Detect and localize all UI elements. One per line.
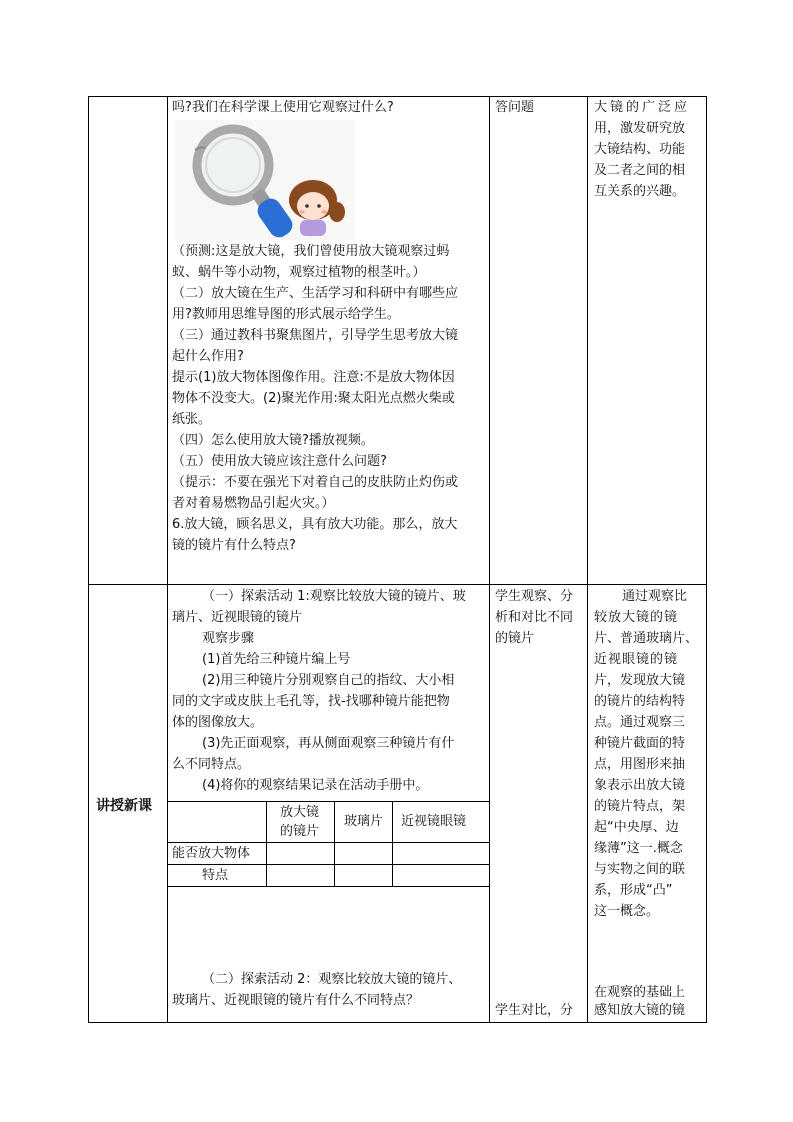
inner-col-header-3: 近视镜眼镜	[401, 814, 467, 829]
table-border-bottom	[88, 1022, 707, 1023]
row1-line-6: （三）通过教科书聚焦图片，引导学生思考放大镜	[172, 328, 459, 343]
row1-line-1: 吗?我们在科学课上使用它观察过什么?	[172, 100, 394, 115]
inner-table-v1	[266, 801, 267, 887]
table-border-left	[88, 96, 89, 1023]
row2-line-7: 体的图像放大。	[172, 715, 264, 730]
table-row-divider	[88, 584, 707, 585]
row2-intent-13: 缘薄”这一.概念	[594, 841, 683, 856]
row1-line-11: （四）怎么使用放大镜?播放视频。	[172, 433, 374, 448]
row1-line-8: 提示(1)放大物体图像作用。注意:不是放大物体因	[172, 370, 455, 385]
row1-intent-2: 用，激发研究放	[594, 121, 686, 136]
row2-line-2: 璃片、近视眼镜的镜片	[172, 610, 303, 625]
row1-line-9: 物体不没变大。(2)聚光作用:聚太阳光点燃火柴或	[172, 391, 455, 406]
row2-intent-11: 的镜片特点，架	[594, 799, 686, 814]
row2-line-1: （一）探索活动 1:观察比较放大镜的镜片、玻	[202, 589, 466, 604]
inner-table-v2	[334, 801, 335, 887]
table-col-divider-1	[167, 96, 168, 1023]
row2-student-2: 析和对比不同	[495, 610, 574, 625]
row2-intent-5: 片，发现放大镜	[594, 673, 686, 688]
row1-line-12: （五）使用放大镜应该注意什么问题?	[172, 454, 387, 469]
row2-intent-1: 通过观察比	[622, 589, 688, 604]
row2-intent-3: 片、普通玻璃片、	[594, 631, 699, 646]
table-col-divider-3	[587, 96, 588, 1023]
row2-student-3: 的镜片	[495, 631, 535, 646]
row2-intent-10: 象表示出放大镜	[594, 778, 686, 793]
inner-col-header-2: 玻璃片	[344, 814, 384, 829]
row2-line-9: 么不同特点。	[172, 757, 251, 772]
table-border-top	[88, 96, 707, 97]
row2-intent-17: 在观察的基础上	[594, 985, 686, 1000]
row2-line-3: 观察步骤	[202, 631, 255, 646]
row2-intent-7: 点。通过观察三	[594, 715, 686, 730]
table-col-divider-2	[489, 96, 490, 1023]
row1-intent-3: 大镜结构、功能	[594, 142, 686, 157]
row1-line-4: （二）放大镜在生产、生活学习和科研中有哪些应	[172, 286, 459, 301]
activity2-line-2: 玻璃片、近视眼镜的镜片有什么不同特点？	[172, 993, 420, 1008]
row2-intent-4: 近视眼镜的镜	[594, 652, 679, 667]
row1-line-10: 纸张。	[172, 412, 212, 427]
row1-line-13: （提示：不要在强光下对着自己的皮肤防止灼伤或	[172, 475, 459, 490]
table-border-right	[706, 96, 707, 1023]
inner-row-label-2: 特点	[202, 868, 229, 883]
row1-student-activity: 答问题	[495, 100, 535, 115]
row2-intent-16: 这一概念。	[594, 904, 660, 919]
row1-line-14: 者对着易燃物品引起火灾。）	[172, 496, 335, 511]
row2-intent-12: 起“中央厚、边	[594, 820, 679, 835]
row2-intent-2: 较放大镜的镜	[594, 610, 679, 625]
row2-line-10: (4)将你的观察结果记录在活动手册中。	[202, 778, 429, 793]
row2-line-4: (1)首先给三种镜片编上号	[202, 652, 351, 667]
row1-line-16: 镜的镜片有什么特点?	[172, 538, 296, 553]
inner-col-header-1b: 的镜片	[280, 824, 320, 839]
row2-intent-6: 的镜片的结构特	[594, 694, 686, 709]
row1-line-7: 起什么作用?	[172, 349, 244, 364]
row1-line-15: 6.放大镜，顾名思义，具有放大功能。那么，放大	[172, 517, 458, 532]
activity2-line-1: （二）探索活动 2：观察比较放大镜的镜片、	[202, 972, 462, 987]
row2-intent-9: 点，用图形来抽	[594, 757, 686, 772]
inner-table-v3	[392, 801, 393, 887]
row2-line-5: (2)用三种镜片分别观察自己的指纹、大小相	[202, 673, 455, 688]
inner-col-header-1a: 放大镜	[280, 805, 320, 820]
row1-intent-4: 及二者之间的相	[594, 163, 686, 178]
row1-line-5: 用?教师用思维导图的形式展示给学生。	[172, 307, 400, 322]
row1-intent-5: 互关系的兴趣。	[594, 184, 686, 199]
row2-student-1: 学生观察、分	[495, 589, 574, 604]
row2-line-6: 同的文字或皮肤上毛孔等，找-找哪种镜片能把物	[172, 694, 450, 709]
row2-intent-15: 系，形成“凸”	[594, 883, 673, 898]
inner-table-h1	[167, 842, 489, 843]
row2-line-8: (3)先正面观察，再从侧面观察三种镜片有什	[202, 736, 455, 751]
row1-line-3: 蚁、蜗牛等小动物，观察过植物的根茎叶。）	[172, 265, 426, 280]
row2-intent-14: 与实物之间的联	[594, 862, 686, 877]
row2-intent-8: 种镜片截面的特	[594, 736, 686, 751]
row1-line-2: （预测:这是放大镜，我们曾使用放大镜观察过蚂	[172, 244, 450, 259]
inner-table-top	[167, 801, 489, 802]
magnifier-girl-illustration	[175, 120, 355, 240]
row2-student-4: 学生对比，分	[495, 1003, 574, 1018]
row2-intent-18: 感知放大镜的镜	[594, 1003, 686, 1018]
row1-intent-1: 大镜的广泛应	[594, 100, 691, 115]
section-label: 讲授新课	[96, 798, 152, 814]
inner-row-label-1: 能否放大物体	[172, 846, 251, 861]
